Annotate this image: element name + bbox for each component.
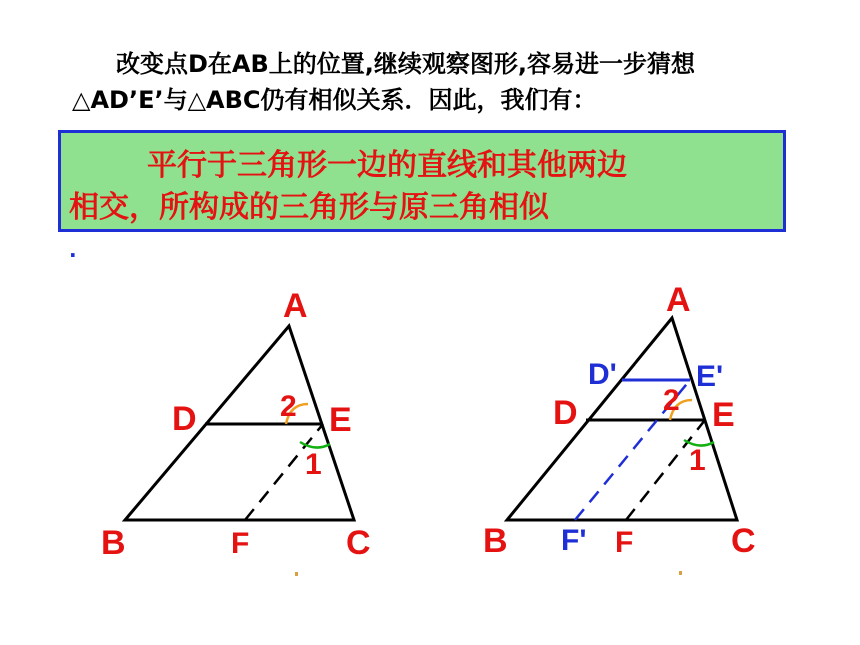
label-f-prime: F' <box>561 524 587 557</box>
intro-line-1: 改变点D在AB上的位置,继续观察图形,容易进一步猜想 <box>116 50 696 78</box>
theorem-line-1: 平行于三角形一边的直线和其他两边 <box>147 148 627 183</box>
label-e-prime: E' <box>696 360 724 393</box>
intro-line-2: △AD’E’与△ABC仍有相似关系．因此，我们有： <box>72 86 597 114</box>
label-c-left: C <box>346 524 371 562</box>
label-d-right: D <box>553 394 578 432</box>
label-angle-1-right: 1 <box>689 444 706 477</box>
label-e-left: E <box>329 401 352 439</box>
label-e-right: E <box>712 396 735 434</box>
theorem-line-2-text: 相交，所构成的三角形与原三角相似 <box>69 190 549 225</box>
label-a-right: A <box>666 281 691 319</box>
label-angle-2-left: 2 <box>280 390 297 423</box>
label-f-left: F <box>231 527 250 560</box>
figure-right <box>483 281 756 560</box>
figure-left <box>101 287 371 562</box>
tick-mark-left <box>295 572 298 576</box>
label-angle-1-left: 1 <box>305 448 322 481</box>
label-a-left: A <box>283 287 308 325</box>
label-d-prime: D' <box>588 358 617 391</box>
label-d-left: D <box>172 400 197 438</box>
label-b-left: B <box>101 524 126 562</box>
label-angle-2-right: 2 <box>663 384 680 417</box>
label-f-right: F <box>615 526 634 559</box>
label-c-right: C <box>731 522 756 560</box>
label-b-right: B <box>483 522 508 560</box>
theorem-end-mark: . <box>69 238 77 262</box>
tick-mark-right <box>679 571 682 575</box>
